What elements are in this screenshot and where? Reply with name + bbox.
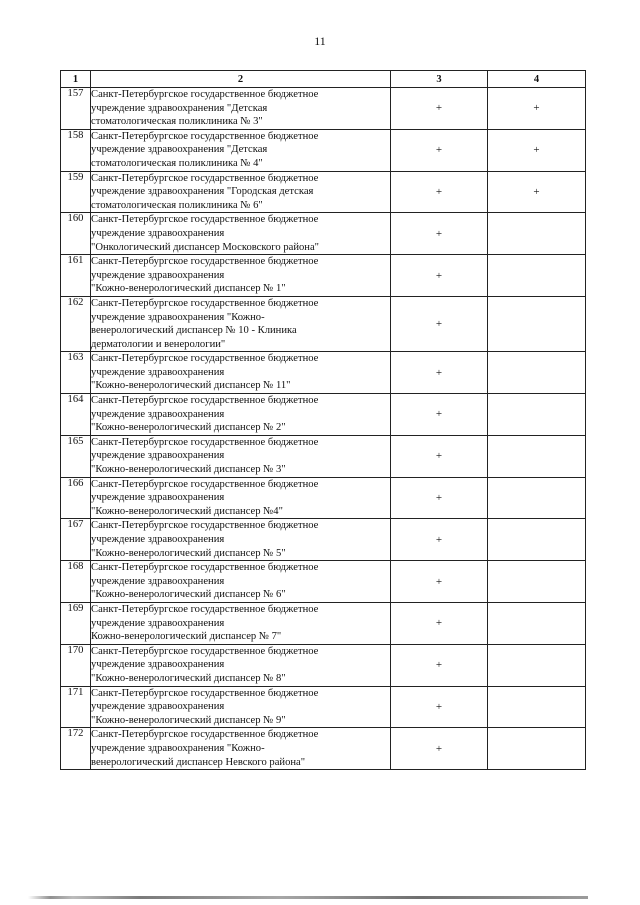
institution-name-line: учреждение здравоохранения — [91, 492, 225, 504]
row-number: 169 — [61, 602, 91, 644]
institution-name-line: Санкт-Петербургское государственное бюджетное — [91, 256, 319, 268]
col4-mark — [488, 644, 586, 686]
institution-name-line: учреждение здравоохранения — [91, 269, 225, 281]
col4-mark — [488, 519, 586, 561]
institution-name — [91, 477, 391, 519]
row-number: 161 — [61, 255, 91, 297]
row-number: 162 — [61, 296, 91, 351]
institution-name-line: Санкт-Петербургское государственное бюджетное — [91, 130, 319, 142]
institution-name-line: Кожно-венерологический диспансер № 7" — [91, 631, 282, 643]
institution-name — [91, 435, 391, 477]
institution-name-line: "Кожно-венерологический диспансер №4" — [91, 505, 283, 517]
col3-mark: + — [391, 519, 488, 561]
institution-name — [91, 602, 391, 644]
institution-name-line: венерологический диспансер № 10 - Клиника — [91, 325, 297, 337]
col4-mark — [488, 477, 586, 519]
institution-name-line: учреждение здравоохранения — [91, 227, 225, 239]
table-row — [61, 686, 586, 728]
institution-name-line: стоматологическая поликлиника № 6" — [91, 199, 263, 211]
col4-mark — [488, 686, 586, 728]
table-row — [61, 394, 586, 436]
row-number: 170 — [61, 644, 91, 686]
institution-name — [91, 129, 391, 171]
institution-name-line: Санкт-Петербургское государственное бюджетное — [91, 353, 319, 365]
row-number: 163 — [61, 352, 91, 394]
col3-mark: + — [391, 561, 488, 603]
col4-mark — [488, 394, 586, 436]
institution-name-line: Санкт-Петербургское государственное бюджетное — [91, 645, 319, 657]
col4-mark — [488, 561, 586, 603]
header-col-4: 4 — [488, 71, 586, 88]
institution-name — [91, 728, 391, 770]
row-number: 171 — [61, 686, 91, 728]
institution-name-line: учреждение здравоохранения — [91, 575, 225, 587]
row-number: 167 — [61, 519, 91, 561]
col3-mark: + — [391, 686, 488, 728]
institution-name-line: Санкт-Петербургское государственное бюджетное — [91, 395, 319, 407]
row-number: 168 — [61, 561, 91, 603]
institution-name — [91, 394, 391, 436]
institution-name-line: Санкт-Петербургское государственное бюджетное — [91, 297, 319, 309]
institution-name-line: Санкт-Петербургское государственное бюджетное — [91, 89, 319, 100]
institution-name-line: Санкт-Петербургское государственное бюджетное — [91, 687, 319, 699]
institution-name-line: учреждение здравоохранения — [91, 450, 225, 462]
institution-name-line: Санкт-Петербургское государственное бюджетное — [91, 562, 319, 574]
table-body — [61, 88, 586, 770]
col3-mark: + — [391, 394, 488, 436]
table-row — [61, 519, 586, 561]
institution-name-line: учреждение здравоохранения — [91, 366, 225, 378]
col3-mark: + — [391, 644, 488, 686]
row-number: 159 — [61, 171, 91, 213]
institution-name-line: "Кожно-венерологический диспансер № 11" — [91, 380, 291, 392]
institution-name-line: учреждение здравоохранения "Кожно- — [91, 311, 265, 323]
institution-name-line: "Онкологический диспансер Московского района" — [91, 241, 319, 253]
institution-name-line: учреждение здравоохранения — [91, 617, 225, 629]
col3-mark: + — [391, 435, 488, 477]
institution-name — [91, 255, 391, 297]
institution-name — [91, 296, 391, 351]
institution-name — [91, 171, 391, 213]
table-row — [61, 602, 586, 644]
table-row — [61, 88, 586, 130]
institution-name — [91, 519, 391, 561]
institution-name-line: стоматологическая поликлиника № 3" — [91, 116, 263, 128]
institution-name — [91, 561, 391, 603]
col4-mark — [488, 352, 586, 394]
institution-name-line: дерматологии и венерологии" — [91, 338, 226, 350]
row-number: 157 — [61, 88, 91, 130]
institution-name-line: "Кожно-венерологический диспансер № 8" — [91, 672, 286, 684]
col3-mark: + — [391, 129, 488, 171]
institution-name-line: "Кожно-венерологический диспансер № 1" — [91, 283, 286, 295]
col4-mark — [488, 255, 586, 297]
institution-name-line: "Кожно-венерологический диспансер № 5" — [91, 547, 286, 559]
table-row — [61, 644, 586, 686]
col4-mark: + — [488, 88, 586, 130]
row-number: 166 — [61, 477, 91, 519]
table-row — [61, 171, 586, 213]
institution-name-line: учреждение здравоохранения — [91, 408, 225, 420]
institution-name — [91, 88, 391, 130]
header-col-1: 1 — [61, 71, 91, 88]
institution-name-line: Санкт-Петербургское государственное бюджетное — [91, 172, 319, 184]
institution-name-line: "Кожно-венерологический диспансер № 3" — [91, 464, 286, 476]
col3-mark: + — [391, 352, 488, 394]
col4-mark: + — [488, 171, 586, 213]
institution-name-line: учреждение здравоохранения — [91, 659, 225, 671]
col3-mark: + — [391, 728, 488, 770]
table-row — [61, 477, 586, 519]
header-row — [61, 71, 586, 88]
scan-artifact-line — [28, 896, 588, 899]
col3-mark: + — [391, 213, 488, 255]
institution-name-line: Санкт-Петербургское государственное бюджетное — [91, 478, 319, 490]
table-row — [61, 561, 586, 603]
institution-name-line: учреждение здравоохранения "Детская — [91, 102, 268, 114]
institution-name-line: учреждение здравоохранения "Городская детская — [91, 186, 314, 198]
institution-name — [91, 686, 391, 728]
row-number: 158 — [61, 129, 91, 171]
institution-name-line: Санкт-Петербургское государственное бюджетное — [91, 603, 319, 615]
institutions-table — [60, 70, 586, 770]
institution-name-line: Санкт-Петербургское государственное бюджетное — [91, 520, 319, 532]
institution-name-line: учреждение здравоохранения "Кожно- — [91, 742, 265, 754]
col3-mark: + — [391, 171, 488, 213]
col4-mark — [488, 435, 586, 477]
table-row — [61, 435, 586, 477]
institution-name-line: Санкт-Петербургское государственное бюджетное — [91, 214, 319, 226]
institution-name — [91, 644, 391, 686]
col3-mark: + — [391, 296, 488, 351]
col3-mark: + — [391, 602, 488, 644]
col4-mark — [488, 213, 586, 255]
institution-name-line: Санкт-Петербургское государственное бюджетное — [91, 729, 319, 741]
header-col-3: 3 — [391, 71, 488, 88]
institution-name-line: учреждение здравоохранения — [91, 701, 225, 713]
table-row — [61, 255, 586, 297]
col3-mark: + — [391, 477, 488, 519]
table-row — [61, 352, 586, 394]
table-row — [61, 213, 586, 255]
institution-name-line: "Кожно-венерологический диспансер № 9" — [91, 714, 286, 726]
institution-name-line: "Кожно-венерологический диспансер № 6" — [91, 589, 286, 601]
col4-mark — [488, 728, 586, 770]
page-number: 11 — [314, 34, 326, 48]
institution-name — [91, 352, 391, 394]
row-number: 172 — [61, 728, 91, 770]
table-row — [61, 728, 586, 770]
table-row — [61, 296, 586, 351]
table-row — [61, 129, 586, 171]
col4-mark: + — [488, 129, 586, 171]
col3-mark: + — [391, 255, 488, 297]
col4-mark — [488, 602, 586, 644]
institution-name-line: венерологический диспансер Невского района" — [91, 756, 306, 768]
institution-name — [91, 213, 391, 255]
table-header — [61, 71, 586, 88]
col3-mark: + — [391, 88, 488, 130]
row-number: 160 — [61, 213, 91, 255]
institution-name-line: стоматологическая поликлиника № 4" — [91, 157, 263, 169]
institution-name-line: Санкт-Петербургское государственное бюджетное — [91, 436, 319, 448]
row-number: 164 — [61, 394, 91, 436]
institution-name-line: учреждение здравоохранения — [91, 534, 225, 545]
col4-mark — [488, 296, 586, 351]
header-col-2: 2 — [91, 71, 391, 88]
row-number: 165 — [61, 435, 91, 477]
institution-name-line: учреждение здравоохранения "Детская — [91, 144, 268, 156]
institution-name-line: "Кожно-венерологический диспансер № 2" — [91, 422, 286, 434]
